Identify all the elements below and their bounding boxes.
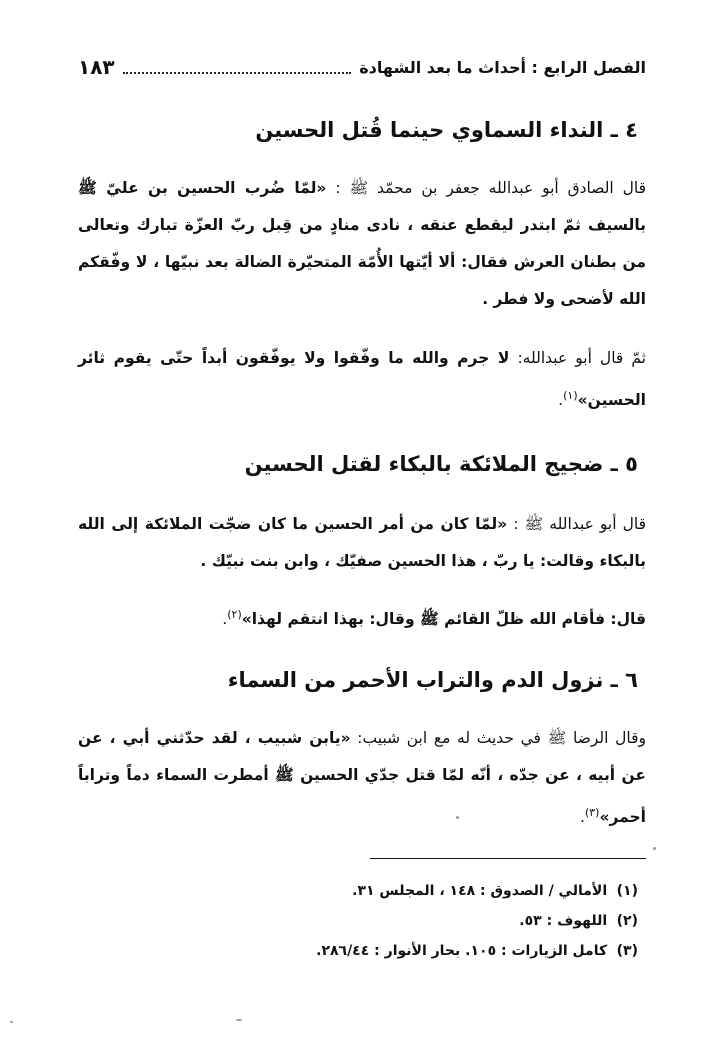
footnote-ref: (٢) <box>227 608 242 621</box>
paragraph: وقال الرضا ﷺ في حديث له مع ابن شبيب: «يابن شبيب ، لقد حدّثني أبي ، عن عن أبيه ، عن جدّه ، أنّه لمّا قتل جدّي الحسين ﷺ أمطرت السماء دماً وتراباً أحمر»$^{(٣)}$. <box>78 729 647 827</box>
hadith-quote: قال: فأقام الله ظلّ القائم ﷺ وقال: بهذا انتقم لهذا» <box>241 610 646 629</box>
leader-dots <box>123 70 352 74</box>
page-number: ١٨٣ <box>78 55 115 79</box>
footnote-item <box>70 906 638 936</box>
footnote-number: (٣) <box>616 943 638 959</box>
section-heading: ٦ ـ نزول الدم والتراب الأحمر من السماء <box>227 668 638 692</box>
footnotes <box>70 876 638 966</box>
paragraph-lead: قال الصادق أبو عبدالله جعفر بن محمّد ﷺ : <box>326 179 646 197</box>
footnote-text: كامل الزيارات : ١٠٥. بحار الأنوار : ٢٨٦/٤٤. <box>316 943 608 959</box>
scan-speck <box>236 1019 242 1021</box>
paragraph: ثمّ قال أبو عبدالله: لا جرم والله ما وفّقوا ولا يوفّقون أبداً حتّى يقوم ثائر الحسين»$^{(١)}$. <box>78 349 646 410</box>
paragraph-lead: قال أبو عبدالله ﷺ : <box>507 515 646 533</box>
footnote-number: (٢) <box>616 913 638 929</box>
hadith-quote: «لمّا ضُرب الحسين بن عليّ ﷺ بالسيف ثمّ ابتدر ليقطع عنقه ، نادى منادٍ من قِبل ربّ العزّة تبارك وتعالى من بطنان العرش فقال: ألا أيّتها الأُمّة المتحيّرة الضالة بعد نبيّها ، لا وفّقكم الله لأضحى ولا فطر . <box>78 179 646 308</box>
paragraph-lead: وقال الرضا ﷺ في حديث له مع ابن شبيب: <box>350 729 647 747</box>
scan-speck <box>653 847 656 850</box>
running-header <box>78 52 646 82</box>
paragraph <box>78 506 646 580</box>
footnote-text: اللهوف : ٥٣. <box>519 913 608 929</box>
hadith-quote: «لمّا كان من أمر الحسين ما كان ضجّت الملائكة إلى الله بالبكاء وقالت: يا ربّ ، هذا الحسين صفيّك ، وابن بنت نبيّك . <box>78 515 646 570</box>
scan-speck <box>456 816 459 819</box>
paragraph-lead: ثمّ قال أبو عبدالله: <box>509 349 646 367</box>
hadith-quote: لا جرم والله ما وفّقوا ولا يوفّقون أبداً حتّى يقوم ثائر الحسين» <box>78 349 646 410</box>
section-heading: ٥ ـ ضجيج الملائكة بالبكاء لقتل الحسين <box>244 452 638 476</box>
paragraph: قال: فأقام الله ظلّ القائم ﷺ وقال: بهذا انتقم لهذا»$^{(٢)}$. <box>222 608 646 629</box>
section-heading: ٤ ـ النداء السماوي حينما قُتل الحسين <box>255 118 638 142</box>
footnote-item <box>70 876 638 906</box>
footnote-text: الأمالي / الصدوق : ١٤٨ ، المجلس ٣١. <box>352 883 608 899</box>
footnote-ref: (١) <box>563 389 578 402</box>
footnote-divider <box>370 858 646 859</box>
footnote-item <box>70 936 638 966</box>
footnote-ref: (٣) <box>584 806 600 819</box>
hadith-quote: «يابن شبيب ، لقد حدّثني أبي ، عن عن أبيه ، عن جدّه ، أنّه لمّا قتل جدّي الحسين ﷺ أمطرت السماء دماً وتراباً أحمر» <box>78 729 646 827</box>
paragraph <box>78 170 646 318</box>
footnote-number: (١) <box>616 883 638 899</box>
chapter-title: الفصل الرابع : أحداث ما بعد الشهادة <box>359 57 646 77</box>
scan-speck <box>10 1021 13 1023</box>
